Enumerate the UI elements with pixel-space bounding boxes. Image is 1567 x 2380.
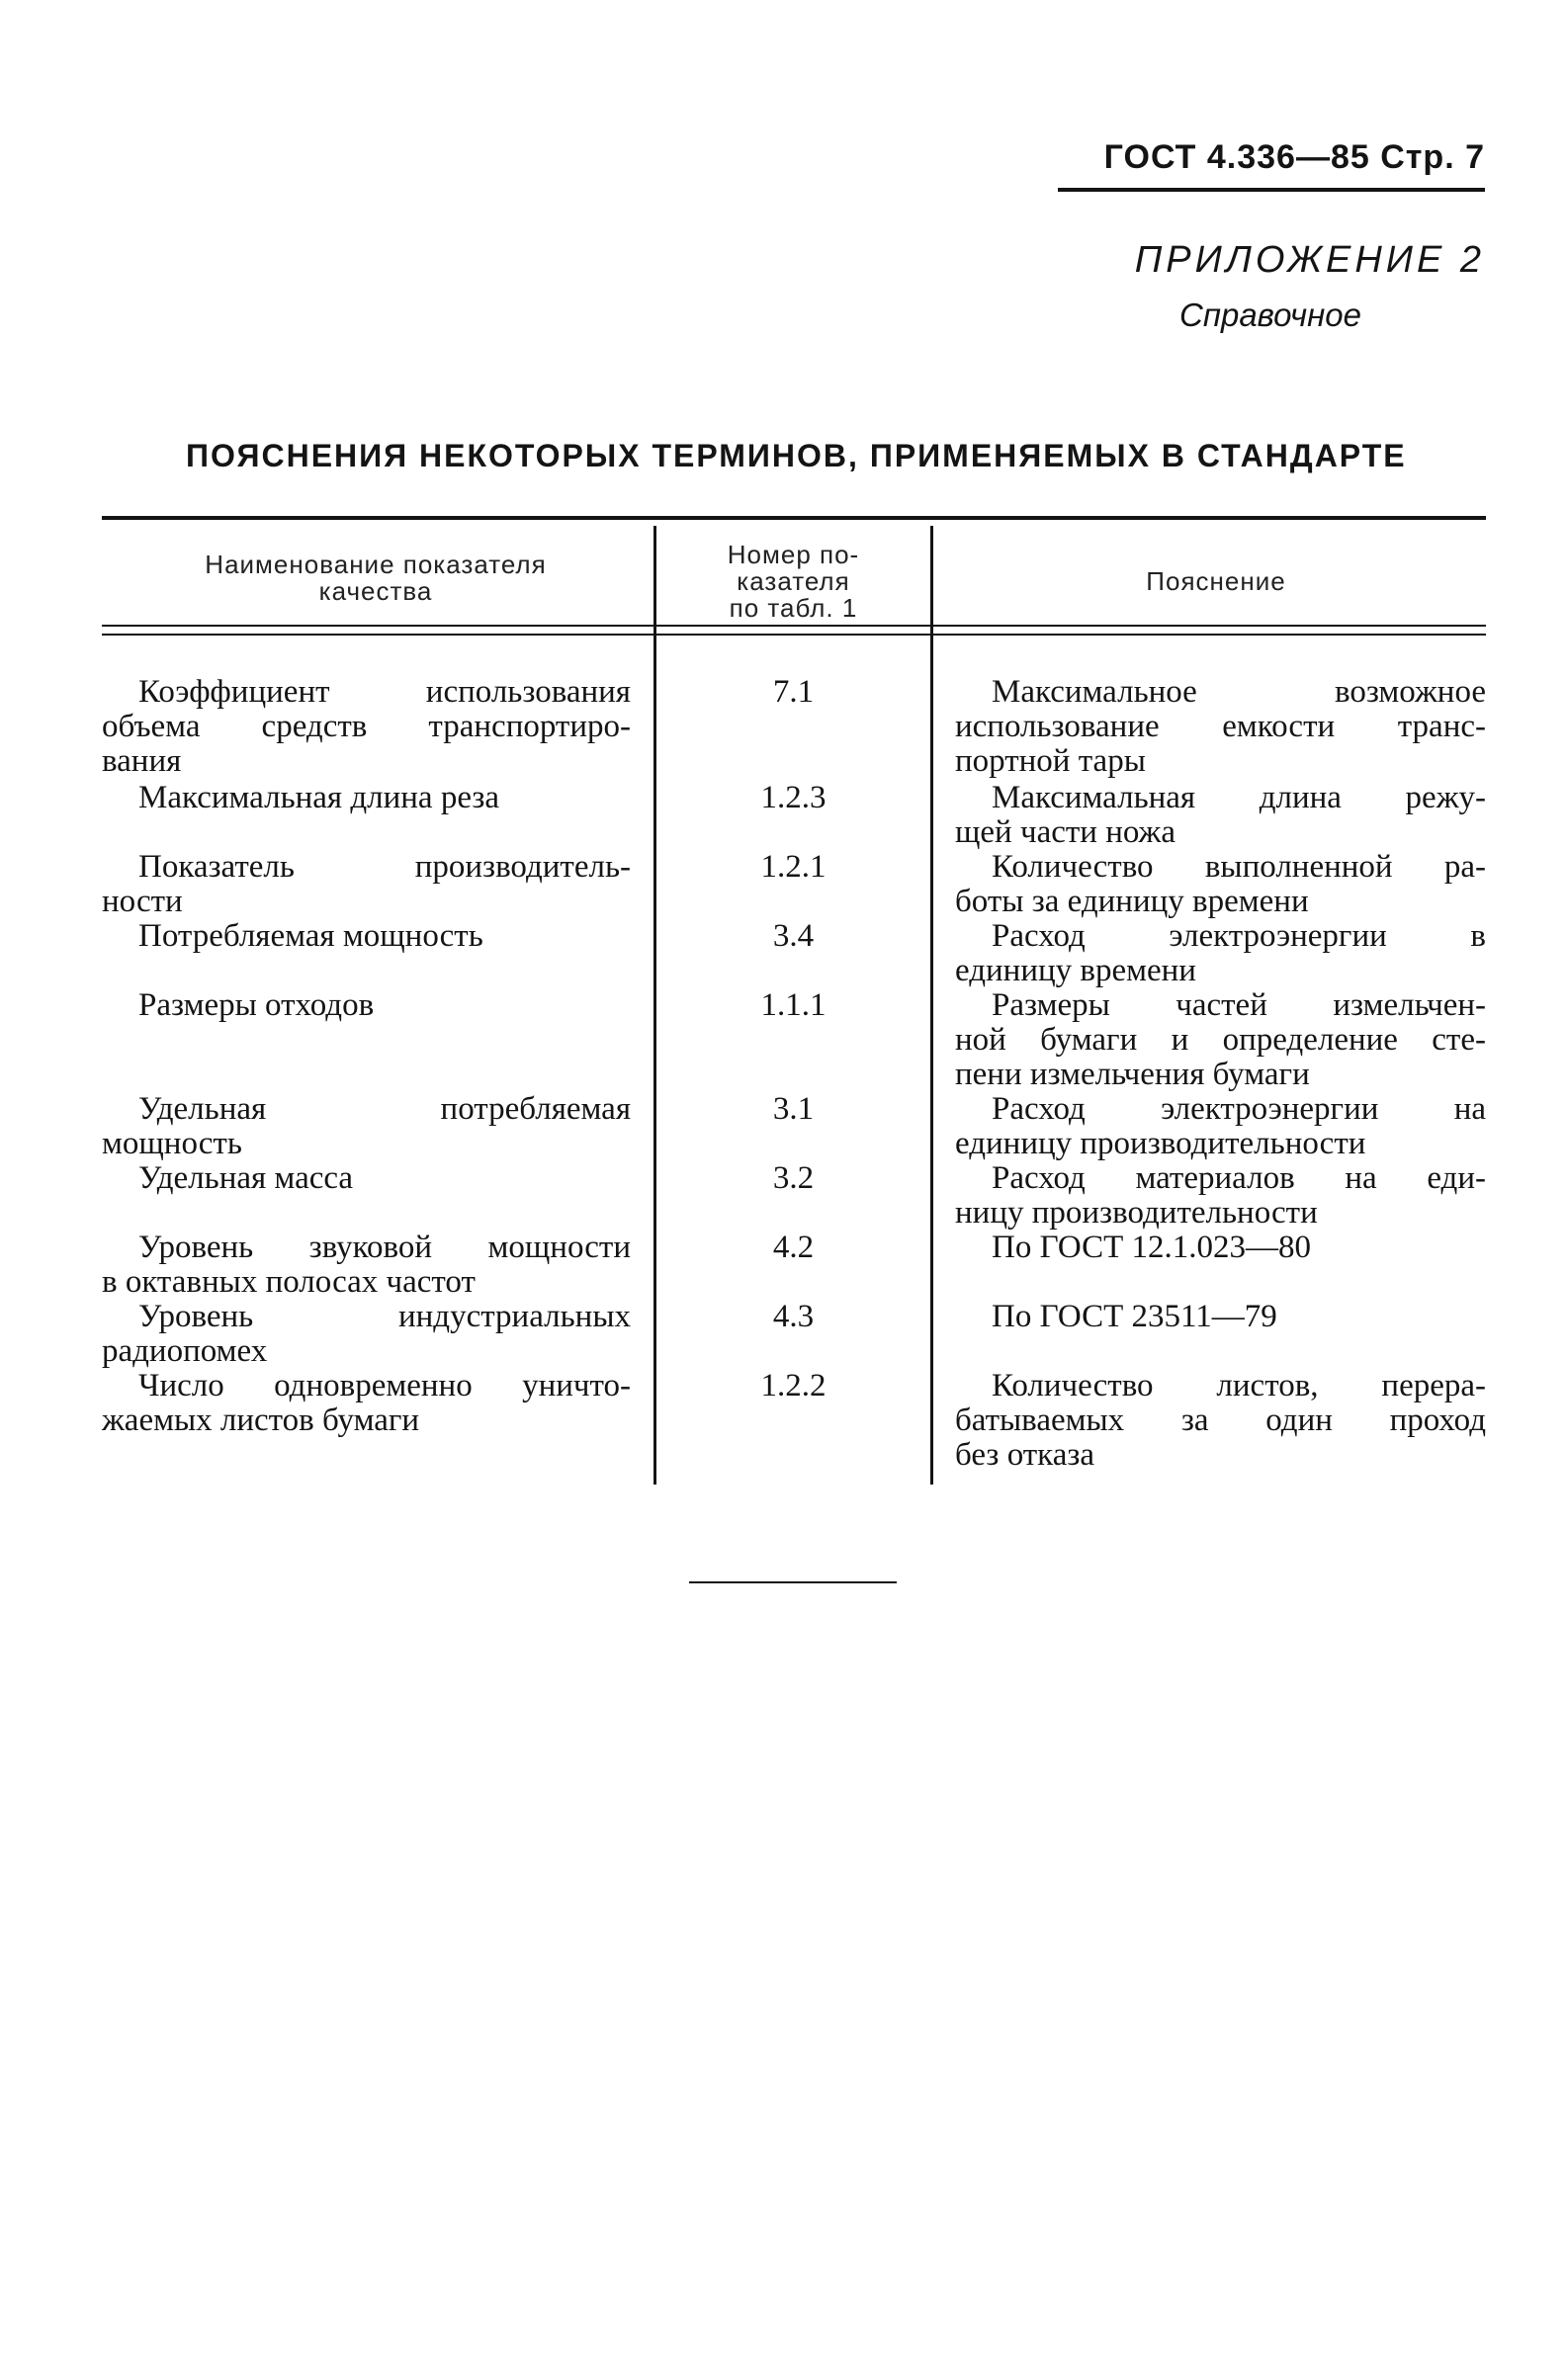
row-name-line: ности	[102, 884, 183, 919]
row-explanation-line: Количество выполненной ра-	[992, 849, 1486, 885]
document-title: ПОЯСНЕНИЯ НЕКОТОРЫХ ТЕРМИНОВ, ПРИМЕНЯЕМЫХ В СТАНДАРТЕ	[186, 438, 1407, 473]
table-header-rule	[102, 625, 1486, 627]
row-name	[102, 1092, 631, 1161]
row-explanation	[955, 919, 1486, 988]
column-header-explanation: Пояснение	[1146, 566, 1286, 596]
row-name	[102, 988, 631, 1023]
row-explanation-line: Размеры частей измельчен-	[992, 987, 1486, 1023]
row-name-line: Размеры отходов	[138, 987, 375, 1023]
row-explanation-line: без отказа	[955, 1437, 1095, 1473]
row-name-line: Коэффициент использования	[138, 674, 631, 710]
row-name-line: в октавных полосах частот	[102, 1264, 476, 1300]
appendix-title: ПРИЛОЖЕНИЕ 2	[1134, 239, 1485, 281]
row-name	[102, 850, 631, 919]
header-rule	[1058, 188, 1485, 192]
column-header-number-line: Номер по-	[727, 540, 860, 569]
column-divider	[930, 526, 933, 1485]
row-name	[102, 919, 631, 954]
column-header-number	[672, 542, 914, 622]
row-name-line: Показатель производитель-	[138, 849, 631, 885]
row-explanation-line: единицу производительности	[955, 1126, 1366, 1161]
row-explanation	[955, 675, 1486, 779]
row-name-line: Удельная потребляемая	[138, 1091, 631, 1127]
row-name-line: вания	[102, 743, 182, 779]
row-number: 3.1	[772, 1091, 815, 1127]
row-name-line: радиопомех	[102, 1333, 268, 1369]
row-explanation	[955, 1231, 1486, 1265]
row-explanation	[955, 988, 1486, 1092]
column-header-name	[119, 552, 633, 605]
row-explanation-line: ницу производительности	[955, 1195, 1318, 1231]
row-number: 1.1.1	[760, 987, 827, 1023]
row-number: 3.2	[772, 1160, 815, 1196]
row-name	[102, 1300, 631, 1369]
row-name	[102, 1231, 631, 1300]
row-number: 7.1	[772, 674, 815, 710]
row-explanation-line: Количество листов, перера-	[992, 1368, 1486, 1403]
row-explanation	[955, 1369, 1486, 1473]
row-explanation-line: боты за единицу времени	[955, 884, 1309, 919]
row-explanation	[955, 850, 1486, 919]
row-explanation-line: единицу времени	[955, 953, 1196, 988]
row-explanation-line: По ГОСТ 23511—79	[992, 1299, 1277, 1334]
row-explanation-line: Максимальное возможное	[992, 674, 1486, 710]
row-explanation-line: Максимальная длина режу-	[992, 780, 1486, 815]
row-name-line: Уровень индустриальных	[138, 1299, 631, 1334]
row-explanation-line: Расход материалов на еди-	[992, 1160, 1486, 1196]
row-name-line: Число одновременно уничто-	[138, 1368, 631, 1403]
row-name	[102, 1369, 631, 1438]
column-header-number-line: по табл. 1	[729, 593, 858, 623]
row-name-line: Максимальная длина реза	[138, 780, 500, 815]
row-name	[102, 675, 631, 779]
row-explanation	[955, 1161, 1486, 1231]
row-explanation	[955, 1300, 1486, 1334]
end-rule	[689, 1581, 897, 1583]
column-header-name-line: качества	[318, 576, 433, 606]
row-explanation-line: ной бумаги и определение сте-	[955, 1022, 1486, 1058]
row-explanation	[955, 781, 1486, 850]
row-name	[102, 1161, 631, 1196]
row-explanation-line: батываемых за один проход	[955, 1402, 1486, 1438]
row-explanation	[955, 1092, 1486, 1161]
row-number: 1.2.2	[760, 1368, 827, 1403]
row-name-line: Потребляемая мощность	[138, 918, 483, 954]
row-number: 4.2	[772, 1230, 815, 1265]
appendix-subtitle: Справочное	[1178, 297, 1361, 333]
table-top-rule	[102, 516, 1486, 520]
row-explanation-line: Расход электроэнергии в	[992, 918, 1486, 954]
row-explanation-line: использование емкости транс-	[955, 709, 1486, 744]
row-number: 1.2.3	[760, 780, 827, 815]
column-divider	[653, 526, 656, 1485]
row-name-line: мощность	[102, 1126, 242, 1161]
row-explanation-line: пени измельчения бумаги	[955, 1057, 1310, 1092]
row-name-line: объема средств транспортиро-	[102, 709, 631, 744]
column-header-name-line: Наименование показателя	[205, 550, 547, 579]
row-explanation-line: портной тары	[955, 743, 1146, 779]
row-explanation-line: По ГОСТ 12.1.023—80	[992, 1230, 1311, 1265]
row-explanation-line: щей части ножа	[955, 814, 1175, 850]
row-number: 1.2.1	[760, 849, 827, 885]
row-name	[102, 781, 631, 815]
row-number: 4.3	[772, 1299, 815, 1334]
page-header-reference: ГОСТ 4.336—85 Стр. 7	[1103, 138, 1485, 176]
table-header-rule	[102, 634, 1486, 636]
row-name-line: Уровень звуковой мощности	[138, 1230, 631, 1265]
row-name-line: жаемых листов бумаги	[102, 1402, 420, 1438]
column-header-number-line: казателя	[737, 566, 850, 596]
row-explanation-line: Расход электроэнергии на	[992, 1091, 1486, 1127]
row-number: 3.4	[772, 918, 815, 954]
row-name-line: Удельная масса	[138, 1160, 354, 1196]
